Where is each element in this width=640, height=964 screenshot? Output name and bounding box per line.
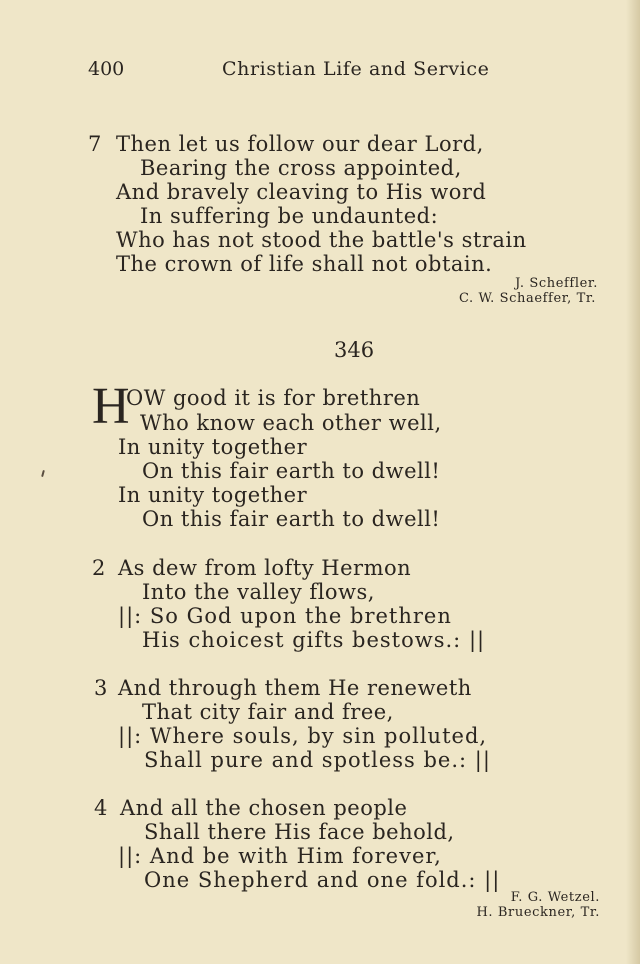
verse-line: Who know each other well, [140,411,442,435]
verse-line: One Shepherd and one fold.: || [144,868,501,892]
verse-line: Shall there His face behold, [144,820,455,844]
verse-line: In suffering be undaunted: [140,204,439,228]
verse-line: His choicest gifts bestows.: || [142,628,486,652]
drop-cap: H [92,378,130,435]
verse-line: On this fair earth to dwell! [142,459,441,483]
verse-line: In unity together [118,435,308,459]
verse-line: ||: And be with Him forever, [118,844,442,868]
author-credit: J. Scheffler. [515,276,598,291]
translator-credit: H. Brueckner, Tr. [476,905,600,920]
verse-line: The crown of life shall not obtain. [116,252,493,276]
verse-line: Who has not stood the battle's strain [116,228,527,252]
verse-line: ||: So God upon the brethren [118,604,452,628]
verse-line: And all the chosen people [120,796,408,820]
verse-line: As dew from lofty Hermon [118,556,412,580]
verse-line: That city fair and free, [142,700,394,724]
page-edge-shadow [626,0,640,964]
stanza-number: 7 [88,132,102,156]
verse-line: Into the valley flows, [142,580,375,604]
stanza-number: 4 [94,796,108,820]
verse-line: OW good it is for brethren [126,386,421,410]
paper-speck [41,470,45,477]
author-credit: F. G. Wetzel. [510,890,600,905]
stanza-number: 2 [92,556,106,580]
verse-line: Then let us follow our dear Lord, [116,132,484,156]
section-title: Christian Life and Service [222,58,490,80]
verse-line: Bearing the cross appointed, [140,156,462,180]
verse-line: ||: Where souls, by sin polluted, [118,724,488,748]
verse-line: And through them He reneweth [118,676,472,700]
verse-line: And bravely cleaving to His word [116,180,487,204]
verse-line: On this fair earth to dwell! [142,507,441,531]
translator-credit: C. W. Schaeffer, Tr. [458,291,596,306]
stanza-number: 3 [94,676,108,700]
page-number: 400 [88,58,125,80]
verse-line: Shall pure and spotless be.: || [144,748,491,772]
hymn-number: 346 [334,338,375,362]
verse-line: In unity together [118,483,308,507]
